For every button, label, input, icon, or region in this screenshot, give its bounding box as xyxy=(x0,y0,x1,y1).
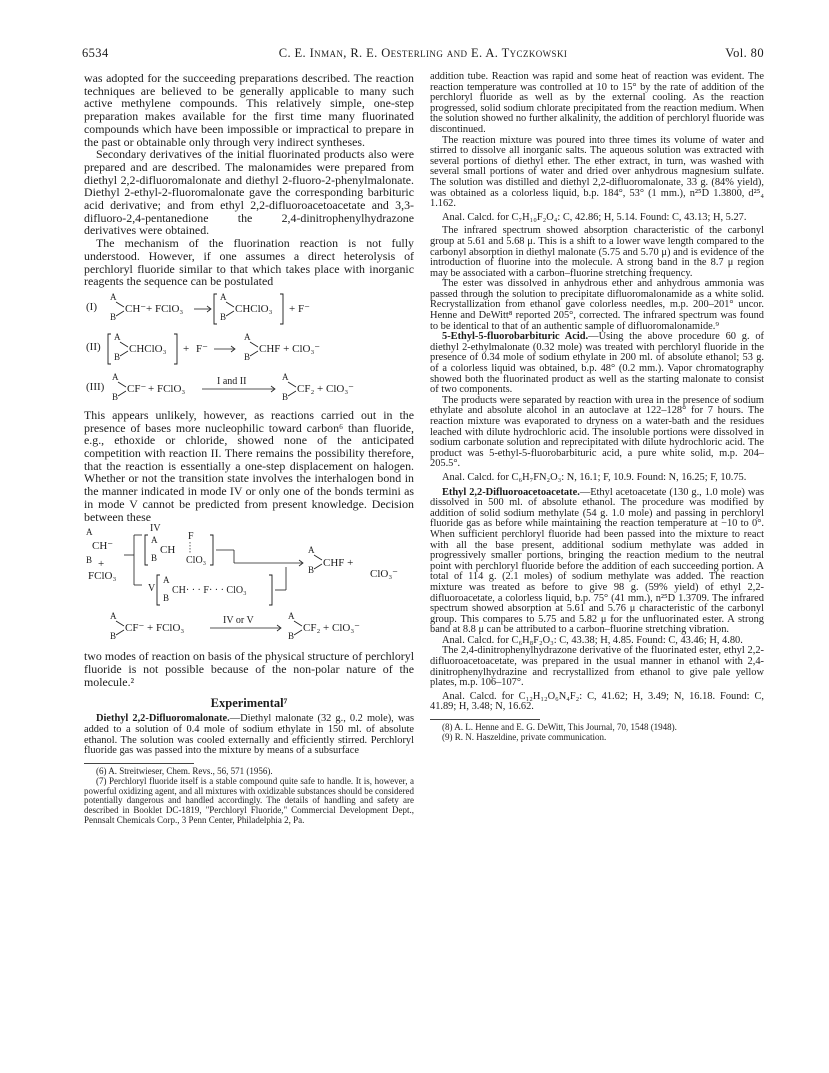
paragraph-addition-tube: addition tube. Reaction was rapid and some heat of reaction was evident. The reaction temperature was controlled at 10 to 15° by the rate of addition of the perchloryl fluoride as well as by the external cooling. As the reaction progressed, solid sodium chlorate precipitated from the reaction medium. When the solution showed no further alkalinity, the addition of perchloryl fluoride was discontinued. xyxy=(430,71,764,135)
compound-heading: Diethyl 2,2-Difluoromalonate. xyxy=(96,713,230,725)
eq-iii-cf: CF⁻ xyxy=(127,382,147,395)
eq-iii-product: CF₂ + ClO₃⁻ xyxy=(297,382,354,395)
eq-iii-b: B xyxy=(112,391,119,402)
footnote-9: (9) R. N. Haszeldine, private communication. xyxy=(442,731,607,742)
paragraph-infrared: The infrared spectrum showed absorption characteristic of the carbonyl group at 5.61 and 5.68 μ. This is a shift to a lower wave length compared to the carbonyl absorption in diethyl malonate (5.75 and 5.70 μ) and is evidence of the introduction of fluorine into the molecule. A strong band in the 8.7 μ region may be associated with a carbon–fluorine stretching frequency. xyxy=(430,225,764,279)
paragraph-mechanism: The mechanism of the fluorination reaction is not fully understood. However, if one assumes a direct heterolysis of perchloryl fluoride similar to that which takes place with inorganic reagents the sequence can be postulated xyxy=(84,236,414,289)
analysis-barbituric: Anal. Calcd. for C₆H₇FN₂O₃: N, 16.1; F, 10.9. Found: N, 16.25; F, 10.75. xyxy=(442,471,747,483)
eq-ii-product: CHF + ClO₃⁻ xyxy=(259,342,321,355)
page-number: 6534 xyxy=(82,46,109,60)
eq-iii-a2: A xyxy=(282,371,289,382)
paragraph-modes-conclusion: two modes of reaction on basis of the physical structure of perchloryl fluoride is not possible because of the non-polar nature of the molecule.² xyxy=(84,649,414,689)
mode-iv-v-scheme xyxy=(84,523,414,645)
paragraph-malonamide: The ester was dissolved in anhydrous ether and anhydrous ammonia was passed through the solution to precipitate difluoromalonamide as a white solid. Recrystallization from ethanol gave colorless needles, m.p. 200–201° uncor. Henne and DeWitt⁸ reported 205°, corrected. The infrared spectrum was found to be identical to that of an authentic sample of difluoromalonamide.⁹ xyxy=(430,278,764,332)
eq-i-reagent: + FClO₃ xyxy=(146,302,184,315)
scheme-v-label: V xyxy=(148,583,156,595)
paragraph-barbituric-body: —Using the above procedure 60 g. of diethyl 2-ethylmalonate (0.32 mole) was treated with perchloryl fluoride in the presence of 0.34 mole of sodium ethylate in 200 ml. of absolute ethanol; 53 g. of a colorless liquid was obtained, b.p. 48° (0.2 mm.). Vapor chromatography showed both the fluorinated product as well as the starting malonate to consist of two components. xyxy=(430,331,765,396)
scheme-product-chf: CHF + xyxy=(323,557,354,570)
footnote-rule-right xyxy=(430,719,540,720)
scheme-ch-minus: CH⁻ xyxy=(92,540,114,553)
eq-ii-plus: + xyxy=(183,342,190,355)
transition-scheme xyxy=(84,523,414,650)
scheme-fclo3: FClO₃ xyxy=(88,570,117,583)
scheme-product-clo3: ClO₃⁻ xyxy=(370,568,398,581)
paragraph-dnp-derivative: The 2,4-dinitrophenylhydrazone derivative of the fluorinated ester, ethyl 2,2-difluoroacetoacetate, was prepared in the usual manner in ethanol with 2,4-dinitrophenylhydrazine and recrystallized from ethanol to give pale yellow plates, m.p. 106–107°. xyxy=(430,645,764,689)
scheme-v-transition: CH· · · F· · · ClO₃ xyxy=(172,585,247,597)
paragraph-difluoromalonate-body: —Diethyl malonate (32 g., 0.2 mole), was added to a solution of 0.4 mole of sodium ethylate in 150 ml. of absolute ethanol. The solution was cooled externally and efficiently stirred. Perchloryl fluoride gas was passed into the mixture by means of a subsurface xyxy=(84,713,414,757)
equations-block xyxy=(84,288,414,409)
scheme-v-b: B xyxy=(163,593,170,604)
experimental-heading: Experimental⁷ xyxy=(210,696,288,711)
eq-ii-a: A xyxy=(114,331,121,342)
scheme-b1: B xyxy=(86,555,93,566)
eq-i-a: A xyxy=(110,291,117,302)
scheme-bottom-arrow-label: IV or V xyxy=(223,615,254,627)
paragraph-workup: The reaction mixture was poured into three times its volume of water and stirred to dissolve all inorganic salts. The aqueous solution was extracted with several portions of diethyl ether. The ether extract, in turn, was washed with several small portions of water and dried over anhydrous magnesium sulfate. The solution was distilled and diethyl 2,2-difluoromalonate, 33 g. (84% yield), was obtained as a colorless liquid, b.p. 184°, 53° (1 mm.), n²⁵D 1.3800, d²⁵₄ 1.162. xyxy=(430,134,764,210)
authors-header: C. E. Inman, R. E. Oesterling and E. A. Tyczkowski xyxy=(278,46,568,60)
scheme-bottom-b: B xyxy=(110,631,117,642)
analysis-difluoromalonate: Anal. Calcd. for C₇H₁₀F₂O₄: C, 42.86; H, 5.14. Found: C, 43.13; H, 5.27. xyxy=(442,211,747,223)
paragraph-acetoacetate xyxy=(430,488,764,636)
eq-i-a2: A xyxy=(220,291,227,302)
eq-i-product: + F⁻ xyxy=(289,302,310,315)
footnote-8: (8) A. L. Henne and E. G. DeWitt, This Journal, 70, 1548 (1948). xyxy=(442,722,677,733)
scheme-iv-clo3: ClO₃ xyxy=(186,555,207,567)
eq-i-ch: CH⁻ xyxy=(125,302,147,315)
scheme-iv-a: A xyxy=(151,535,158,546)
scheme-prod-a: A xyxy=(308,545,315,556)
eq-i-b2: B xyxy=(220,311,227,322)
eq-ii-fluoride: F⁻ xyxy=(196,342,208,355)
eq-iii-arrow-label: I and II xyxy=(217,375,247,387)
footnote-rule xyxy=(84,763,194,764)
scheme-bottom-reactants: CF⁻ + FClO₃ xyxy=(125,622,185,635)
paragraph-urea-separation: The products were separated by reaction with urea in the presence of sodium ethylate and absolute alcohol in an autoclave at 122–128° for 7 hours. The reaction mixture was evaporated to dryness on a water-bath and the residues leached with dilute hydrochloric acid. The insoluble portions were dissolved in sodium carbonate solution and reprecipitated with dilute hydrochloric acid. The product was 5-ethyl-5-fluorobarbituric acid, a pure white solid, m.p. 204–205.5°. xyxy=(430,394,764,470)
left-column xyxy=(84,72,414,826)
paragraph-nucleophile-discussion: This appears unlikely, however, as reactions carried out in the presence of bases more nucleophilic toward carbon⁶ than fluoride, e.g., ethoxide or chloride, showed none of the anticipated competition with reaction II. There remains the possibility therefore, that the reaction is essentially a one-step displacement on halogen. Whether or not the transition state involves the interhalogen bond in the manner indicated in mode IV or only one of the bonds termini as in mode V cannot be predicted from present knowledge. Decision between these xyxy=(84,407,414,524)
scheme-v-a: A xyxy=(163,575,170,586)
eq-iii-a: A xyxy=(112,371,119,382)
eq-i-label: (I) xyxy=(86,300,97,313)
scheme-iv-b: B xyxy=(151,553,158,564)
eq-i-intermediate: CHClO₃ xyxy=(235,302,273,315)
scheme-prod-b: B xyxy=(308,565,315,576)
analysis-dnp: Anal. Calcd. for C₁₂H₁₂O₆N₄F₂: C, 41.62; H, 3.49; N, 16.18. Found: C, 41.89; H, 3.48; N, 16.62. xyxy=(430,690,764,713)
eq-ii-b: B xyxy=(114,351,121,362)
running-header xyxy=(82,46,764,62)
scheme-bottom-a: A xyxy=(110,611,117,622)
reaction-equations xyxy=(84,288,414,404)
eq-ii-b2: B xyxy=(244,351,251,362)
eq-ii-label: (II) xyxy=(86,340,101,353)
volume-label: Vol. 80 xyxy=(725,46,764,60)
paragraph-barbituric xyxy=(430,332,764,396)
compound-heading-barbituric: 5-Ethyl-5-fluorobarbituric Acid. xyxy=(442,331,589,343)
footnote-6: (6) A. Streitwieser, Chem. Revs., 56, 571 (1956). xyxy=(96,765,273,776)
eq-iii-reagent: + FClO₃ xyxy=(148,382,186,395)
scheme-bottom-products: CF₂ + ClO₃⁻ xyxy=(303,622,360,635)
scheme-a1: A xyxy=(86,527,93,538)
footnote-7: (7) Perchloryl fluoride itself is a stable compound quite safe to handle. It is, however, a powerful oxidizing agent, and all mixtures with oxidizable substances should be considered potentially dangerous and handled accordingly. The details of handling and safety are described in Booklet DC-1819, "Perchloryl Fluoride," Commercial Development Dept., Pennsalt Chemicals Corp., 3 Penn Center, Philadelphia 2, Pa. xyxy=(84,775,414,826)
scheme-bottom-a2: A xyxy=(288,611,295,622)
paragraph-secondary-derivatives: Secondary derivatives of the initial fluorinated products also were prepared and are described. The malonamides were prepared from diethyl 2,2-difluoromalonate and diethyl 2-fluoro-2-phenylmalonate. Diethyl 2-ethyl-2-fluoromalonate gave the corresponding barbituric acid derivative; and from ethyl 2,2-difluoroacetoacetate and 3,3-difluoro-2,4-pentanedione the 2,4-dinitrophenylhydrazone derivatives were obtained. xyxy=(84,147,414,238)
eq-ii-a2: A xyxy=(244,331,251,342)
compound-heading-acetoacetate: Ethyl 2,2-Difluoroacetoacetate. xyxy=(442,486,580,498)
right-column xyxy=(430,72,764,743)
paragraph-acetoacetate-body: —Ethyl acetoacetate (130 g., 1.0 mole) was dissolved in 500 ml. of absolute ethanol. The procedure was modified by addition of solid sodium methylate (54 g. 1.0 mole) and passing in perchloryl fluoride gas as before while maintaining the reaction temperature at −10 to 0°. When sufficient perchloryl fluoride had been passed into the mixture to react with all the base present, additional sodium methylate was added in progressively smaller portions, bringing the reaction medium to the neutral point with perchloryl fluoride before the addition of each succeeding portion. A total of 114 g. (2.1 moles) of sodium methylate was added. The reaction mixture was treated as before to give 98 g. (59% yield) of ethyl 2,2-difluoroacetate, a colorless liquid, b.p. 75° (41 mm.), n²⁵D 1.3709. The infrared spectrum showed absorption at 5.61 and 5.76 μ characteristic of the carbonyl group. This compares to 5.75 and 5.82 μ for the unfluorinated ester. A strong band at 8.8 μ can be attributed to a carbon–fluorine stretching vibration. xyxy=(430,486,765,636)
scheme-bottom-b2: B xyxy=(288,631,295,642)
scheme-plus: + xyxy=(98,558,105,571)
scheme-iv-f: F xyxy=(188,531,194,543)
eq-iii-label: (III) xyxy=(86,380,105,393)
analysis-acetoacetate: Anal. Calcd. for C₆H₈F₂O₃: C, 43.38; H, 4.85. Found: C, 43.46; H, 4.80. xyxy=(442,634,743,646)
eq-i-b: B xyxy=(110,311,117,322)
scheme-iv-ch: CH xyxy=(160,544,176,557)
paragraph-difluoromalonate xyxy=(84,714,414,756)
paragraph-intro-continued: was adopted for the succeeding preparations described. The reaction techniques are believed to be generally applicable to many such active methylene compounds. This relatively simple, one-step preparation makes available for the first time many fluorinated compounds which have been impossible or impractical to prepare in the past or obtainable only through very indirect syntheses. xyxy=(84,71,414,149)
eq-ii-reactant: CHClO₃ xyxy=(129,342,167,355)
eq-iii-b2: B xyxy=(282,391,289,402)
scheme-iv-label: IV xyxy=(150,523,161,535)
